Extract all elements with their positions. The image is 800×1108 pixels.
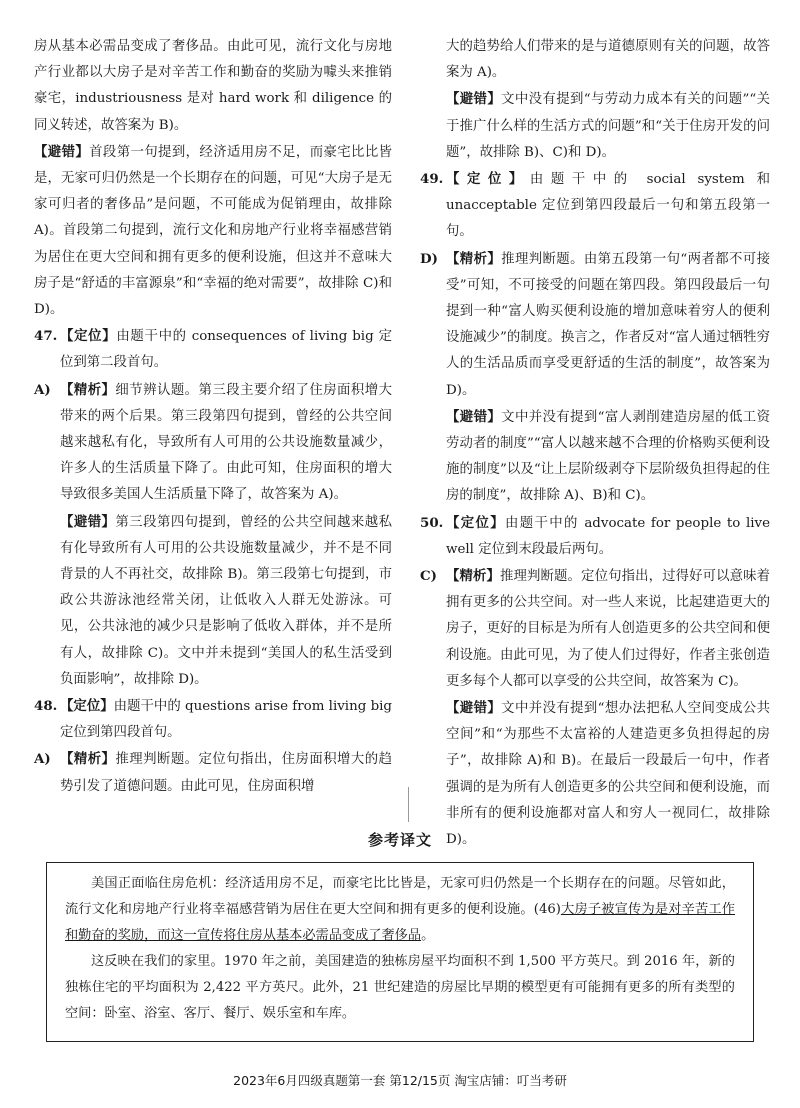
left-column [34, 34, 392, 800]
locate-text: 由题干中的 advocate for people to live well 定位到末段最后两句。 [446, 515, 770, 557]
question-47-locate [34, 323, 392, 376]
answer-48-analysis [34, 746, 392, 799]
error-text: 首段第一句提到，经济适用房不足，而豪宅比比皆是，无家可归仍然是一个长期存在的问题，可见“大房子是无家可归者的奢侈品”是问题，不可能成为促销理由，故排除 A)。首段第二句提到，流行文化和房地产行业将幸福感营销为居住在更大空间和拥有更多的便利设施，但这并不意味大房子是“舒适的丰富源泉”和“幸福的绝对需要”，故排除 C)和 D)。 [34, 144, 393, 318]
locate-text: 由题干中的 social system 和 unacceptable 定位到第四段最后一句和第五段第一句。 [446, 172, 770, 240]
tag-label: 【精析】 [60, 751, 116, 768]
translation-box [46, 862, 754, 1042]
tag-label: 【精析】 [446, 568, 501, 585]
analysis-text: 细节辨认题。第三段主要介绍了住房面积增大带来的两个后果。第三段第四句提到，曾经的公共空间越来越私有化，导致所有人可用的公共设施数量减少，许多人的生活质量下降了。由此可知，住房面积的增大导致很多美国人生活质量下降了，故答案为 A)。 [60, 382, 393, 503]
analysis-text: 推理判断题。定位句指出，过得好可以意味着拥有更多的公共空间。对一些人来说，比起建造更大的房子，更好的目标是为所有人创造更多的公共空间和便利设施。由此可见，为了使人们过得好，作者主张创造更多每个人都可以享受的公共空间，故答案为 C)。 [446, 569, 771, 689]
locate-text: 由题干中的 questions arise from living big 定位到第四段首句。 [60, 699, 392, 741]
tag-label: 【避错】 [34, 143, 90, 160]
translation-paragraph-1 [65, 871, 735, 949]
error-analysis-49 [420, 404, 770, 510]
error-analysis-47 [34, 509, 392, 693]
page-footer: 2023年6月四级真题第一套 第12/15页 淘宝店铺：叮当考研 [233, 1073, 567, 1088]
question-48-locate [34, 693, 392, 746]
question-number: 48. [34, 698, 58, 715]
tag-label: 【精析】 [60, 381, 116, 398]
error-text: 第三段第四句提到，曾经的公共空间越来越私有化导致所有人可用的公共设施数量减少，并不是不同背景的人不再社交，故排除 B)。第三段第七句提到，市政公共游泳池经常关闭，让低收入人群无处游泳。可见，公共泳池的减少只是影响了低收入群体，并不是所有人，故排除 C)。文中并未提到“美国人的私生活受到负面影响”，故排除 D)。 [60, 514, 393, 687]
answer-letter: A) [34, 751, 51, 768]
error-text: 文中并没有提到“富人剥削建造房屋的低工资劳动者的制度”“富人以越来越不合理的价格购买便利设施的制度”以及“让上层阶级剥夺下层阶级负担得起的住房的制度”，故排除 A)、B)和 C)。 [446, 409, 770, 504]
underlined-sentence: 大房子被宣传为是对辛苦工作和勤奋的奖励，而这一宣传将住房从基本必需品变成了奢侈品 [65, 902, 735, 943]
answer-letter: C) [420, 568, 437, 585]
question-50-locate [420, 510, 770, 563]
analysis-text: 推理判断题。由第五段第一句“两者都不可接受”可知，不可接受的问题在第四段。第四段最后一句提到一种“富人购买便利设施的增加意味着穷人的便利设施减少”的制度。换言之，作者反对“富人通过牺牲穷人的生活品质而享受更舒适的生活的制度”，故答案为 D)。 [446, 251, 770, 398]
tag-label: 【定位】 [60, 698, 114, 715]
question-number: 47. [34, 328, 58, 345]
tag-label: 【避错】 [446, 91, 502, 108]
question-number: 50. [420, 514, 444, 531]
error-analysis-48 [420, 86, 770, 166]
analysis-text: 推理判断题。定位句指出，住房面积增大的趋势引发了道德问题。由此可见，住房面积增 [60, 752, 393, 794]
tag-label: 【避错】 [446, 700, 502, 717]
answer-letter: A) [34, 381, 51, 398]
error-text: 文中没有提到“与劳动力成本有关的问题”“关于推广什么样的生活方式的问题”和“关于住房开发的问题”，故排除 B)、C)和 D)。 [446, 92, 770, 160]
question-49-locate [420, 166, 770, 246]
error-analysis-46 [34, 139, 392, 323]
tag-label: 【避错】 [60, 513, 116, 530]
error-text: 文中并没有提到“想办法把私人空间变成公共空间”和“为那些不太富裕的人建造更多负担得起的房子”，故排除 A)和 B)。在最后一段最后一句中，作者强调的是为所有人创造更多的公共空间和便利设施，而非所有的便利设施都对富人和穷人一视同仁，故排除 D)。 [446, 701, 770, 848]
tag-label: 【定位】 [446, 514, 505, 531]
answer-50-analysis [420, 563, 770, 695]
translation-paragraph-2: 这反映在我们的家里。1970 年之前，美国建造的独栋房屋平均面积不到 1,500 平方英尺。到 2016 年，新的独栋住宅的平均面积为 2,422 平方英尺。此外，21 世纪建造的房屋比早期的模型更有可能拥有更多的所有类型的空间：卧室、浴室、客厅、餐厅、娱乐室和车库。 [65, 954, 735, 1021]
question-number: 49. [420, 171, 444, 188]
answer-49-analysis [420, 246, 770, 404]
answer-48-continued: 大的趋势给人们带来的是与道德原则有关的问题，故答案为 A)。 [446, 39, 770, 81]
tag-label: 【避错】 [446, 408, 502, 425]
translation-heading: 参考译文 [367, 831, 432, 849]
answer-letter: D) [420, 250, 438, 267]
tag-label: 【精析】 [446, 250, 502, 267]
translation-text: 美国正面临住房危机：经济适用房不足，而豪宅比比皆是，无家可归仍然是一个长期存在的问题。尽管如此，流行文化和房地产行业将幸福感营销为居住在更大空间和拥有更多的便利设施。(46) [65, 876, 735, 917]
tag-label: 【定位】 [446, 171, 530, 188]
tag-label: 【定位】 [60, 328, 117, 345]
paragraph-continued: 房从基本必需品变成了奢侈品。由此可见，流行文化与房地产行业都以大房子是对辛苦工作和勤奋的奖励为噱头来推销豪宅，industriousness 是对 hard work 和 diligence 的同义转述，故答案为 B)。 [34, 39, 392, 133]
translation-text: 。 [421, 928, 435, 943]
right-column [420, 34, 770, 853]
column-divider [408, 787, 409, 822]
answer-47-analysis [34, 377, 392, 509]
locate-text: 由题干中的 consequences of living big 定位到第二段首句。 [60, 329, 392, 371]
